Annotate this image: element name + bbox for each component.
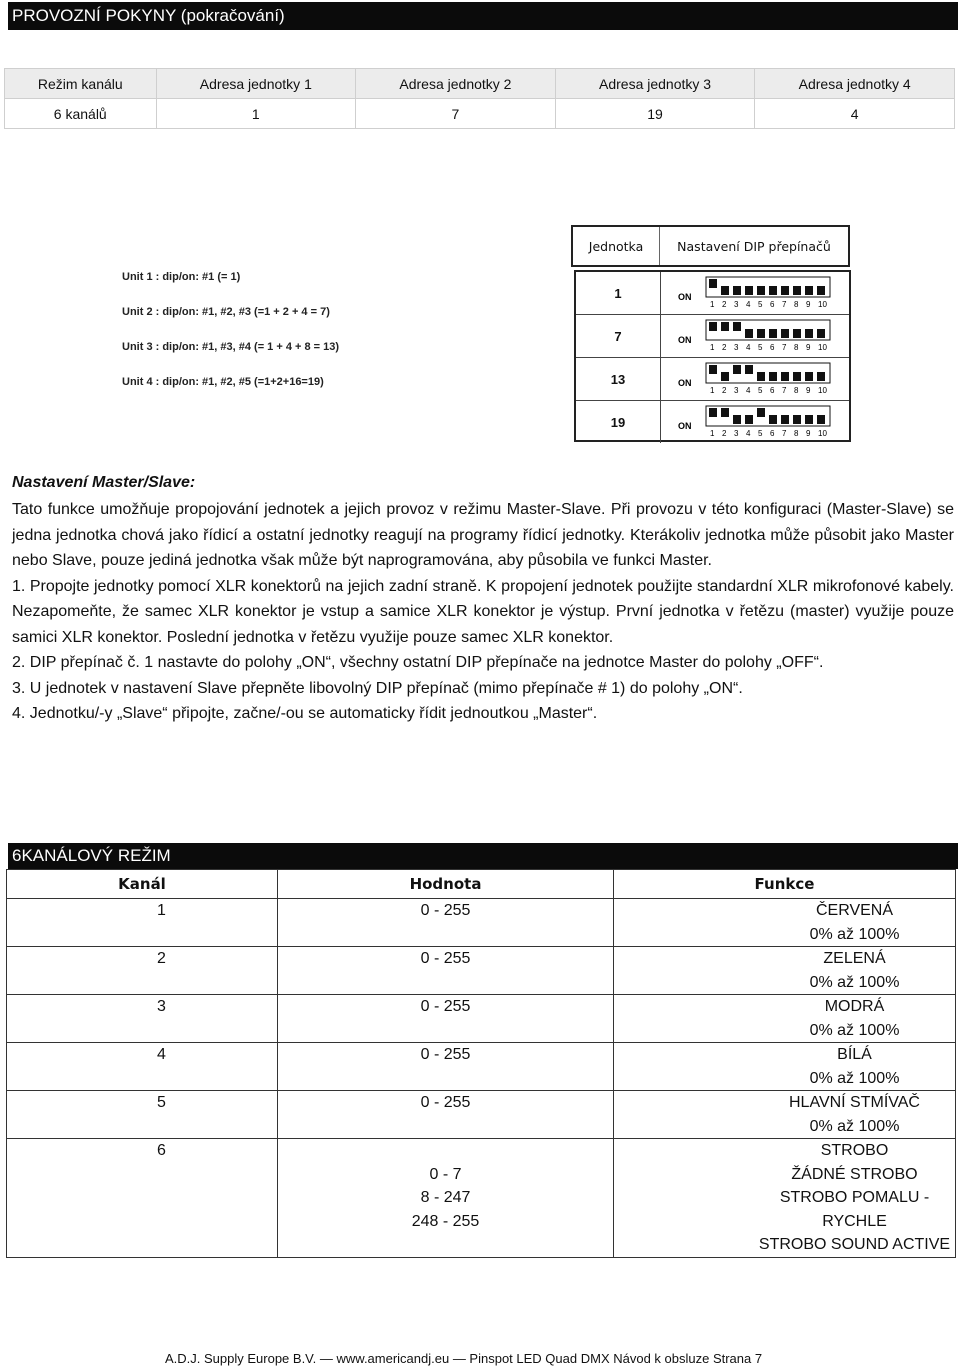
dip-switch-number: 9 [806,300,811,309]
function-line: STROBO SOUND ACTIVE [758,1236,951,1253]
function-line: STROBO POMALU - RYCHLE [779,1189,930,1230]
value-cell [278,1091,614,1139]
dip-switch [781,286,789,295]
dip-switch-number: 8 [794,386,799,395]
dip-switch [781,329,789,338]
dip-table-header [571,225,850,267]
channel-cell: 4 [7,1043,278,1091]
function-line: 0% až 100% [809,925,900,943]
dip-switch-number: 4 [746,429,751,438]
value-line: 0 - 255 [420,1094,471,1111]
dip-switch-number: 7 [782,429,787,438]
value-cell [278,1043,614,1091]
dip-switch-number: 4 [746,386,751,395]
address-value-cell: 6 kanálů [5,99,157,129]
dip-row [576,401,849,443]
dip-on-label: ON [678,335,692,345]
dip-switch-number: 2 [722,429,727,438]
table-row [7,995,956,1043]
dip-switch [793,372,801,381]
dip-switch-table [574,270,851,442]
value-line: 0 - 255 [420,950,471,967]
channel-cell: 1 [7,899,278,947]
dip-switch-number: 1 [710,386,715,395]
address-header-cell: Adresa jednotky 4 [755,69,955,99]
address-value-cell: 7 [356,99,556,129]
function-cell [614,1043,956,1091]
address-header-cell: Adresa jednotky 3 [555,69,755,99]
col-function: Funkce [614,870,956,899]
dip-switch [769,286,777,295]
channel-cell: 3 [7,995,278,1043]
table-row [7,899,956,947]
dip-switch-number: 2 [722,300,727,309]
dip-switch [781,372,789,381]
value-line: 248 - 255 [411,1212,480,1230]
dip-row [576,358,849,401]
master-slave-paragraph: 2. DIP přepínač č. 1 nastavte do polohy „ON“, všechny ostatní DIP přepínače na jednotce Master do polohy „OFF“. [12,654,824,671]
unit-dip-line: Unit 2 : dip/on: #1, #2, #3 (=1 + 2 + 4 = 7) [122,306,330,318]
dip-switch-number: 6 [770,386,775,395]
function-line: 0% až 100% [809,1021,900,1039]
dip-switch-number: 7 [782,300,787,309]
dip-switch [709,279,717,288]
dip-switch-number: 5 [758,386,763,395]
value-cell [278,1139,614,1258]
master-slave-text [12,497,954,727]
dip-switch-number: 3 [734,429,739,438]
dip-switch [793,415,801,424]
dip-switch [793,329,801,338]
dip-switch-number: 10 [818,300,827,309]
dip-switch-number: 5 [758,300,763,309]
col-value: Hodnota [278,870,614,899]
dip-switch [745,415,753,424]
unit-dip-line: Unit 4 : dip/on: #1, #2, #5 (=1+2+16=19) [122,376,324,388]
function-cell [614,995,956,1043]
dip-switch [817,329,825,338]
dip-switch [805,329,813,338]
page-footer: A.D.J. Supply Europe B.V. — www.americandj.eu — Pinspot LED Quad DMX Návod k obsluze Strana 7 [165,1351,763,1366]
channel-cell: 2 [7,947,278,995]
dip-unit-number: 1 [576,272,661,314]
dip-switch [721,286,729,295]
master-slave-paragraph: 1. Propojte jednotky pomocí XLR konektorů na jejich zadní straně. K propojení jednotek použijte standardní XLR mikrofonové kabely. Nezapomeňte, že samec XLR konektor je vstup a samice XLR konektor je výstup. První jednotka v řetězu (master) využije pouze samici XLR konektor. Poslední jednotka v řetězu využije pouze samec XLR konektor. [12,577,954,646]
function-line: ZELENÁ [823,950,886,967]
dip-switch [745,365,753,374]
dip-row [576,272,849,315]
master-slave-paragraph: 4. Jednotku/-y „Slave“ připojte, začne/-ou se automaticky řídit jednoutkou „Master“. [12,705,598,722]
dip-switch-number: 3 [734,386,739,395]
dip-switch-number: 10 [818,429,827,438]
dip-switch-number: 4 [746,300,751,309]
value-line: 0 - 255 [420,998,471,1015]
dip-switch [817,286,825,295]
dip-switch-number: 9 [806,386,811,395]
function-line: HLAVNÍ STMÍVAČ [789,1094,920,1111]
units-dip-list [122,270,339,410]
dip-switch [709,322,717,331]
dip-switch-number: 4 [746,343,751,352]
dip-unit-number: 13 [576,358,661,400]
dip-switch [757,408,765,417]
master-slave-paragraph: Tato funkce umožňuje propojování jednotek a jejich provoz v režimu Master-Slave. Při provozu v této konfiguraci (Master-Slave) se jedna jednotka chová jako řídicí a ostatní jednotky reagují na programy řídicí jednotky. Kterákoliv jednotka může působit jako Master nebo Slave, pouze jediná jednotka však může být naprogramována, aby působila ve funkci Master. [12,501,954,569]
address-table [4,68,955,129]
value-cell [278,899,614,947]
dip-header-setting: Nastavení DIP přepínačů [677,238,831,254]
channel-cell: 5 [7,1091,278,1139]
dip-switch [793,286,801,295]
dip-switch [745,329,753,338]
value-line [278,1139,613,1163]
dip-switch-number: 9 [806,343,811,352]
dip-switch-bank [676,318,836,354]
dip-switch-number: 2 [722,386,727,395]
dip-on-label: ON [678,292,692,302]
dip-switch-number: 8 [794,429,799,438]
function-cell [614,1091,956,1139]
address-header-cell: Adresa jednotky 1 [156,69,356,99]
value-line: 0 - 7 [429,1165,462,1183]
dip-switch-number: 10 [818,386,827,395]
dip-switch [757,372,765,381]
function-line: ŽÁDNÉ STROBO [791,1165,918,1183]
dip-switch [709,365,717,374]
dip-switch [721,408,729,417]
dip-switch-number: 5 [758,429,763,438]
dip-switch-number: 7 [782,343,787,352]
unit-dip-line: Unit 3 : dip/on: #1, #3, #4 (= 1 + 4 + 8 = 13) [122,341,340,353]
dip-switch [817,415,825,424]
col-channel: Kanál [7,870,278,899]
dip-switch-number: 3 [734,343,739,352]
dip-switch [721,372,729,381]
dip-switch [769,415,777,424]
function-line: BÍLÁ [837,1046,872,1063]
section-header: PROVOZNÍ POKYNY (pokračování) [8,2,958,30]
dip-switch [769,329,777,338]
dip-header-unit: Jednotka [573,227,660,265]
dip-switch-number: 6 [770,300,775,309]
function-line: STROBO [820,1142,889,1159]
six-channel-header: 6KANÁLOVÝ REŽIM [8,843,958,869]
unit-dip-line: Unit 1 : dip/on: #1 (= 1) [122,271,241,283]
dip-switch [721,322,729,331]
master-slave-paragraph: 3. U jednotek v nastavení Slave přepněte libovolný DIP přepínač (mimo přepínače # 1) do polohy „ON“. [12,679,743,697]
dip-switch-number: 1 [710,429,715,438]
table-row [7,947,956,995]
address-header-cell: Režim kanálu [5,69,157,99]
dip-switch [769,372,777,381]
address-header-cell: Adresa jednotky 2 [356,69,556,99]
dip-switch [709,408,717,417]
dip-on-label: ON [678,378,692,388]
dip-on-label: ON [678,421,692,431]
dip-unit-number: 19 [576,401,661,443]
dip-unit-number: 7 [576,315,661,357]
dip-switch-number: 1 [710,343,715,352]
value-line: 0 - 255 [420,902,471,919]
dip-switch-number: 2 [722,343,727,352]
dip-switch [817,372,825,381]
function-line: ČERVENÁ [815,902,894,919]
dip-row [576,315,849,358]
dip-switch-number: 10 [818,343,827,352]
channel-function-table [6,869,956,1258]
value-cell [278,947,614,995]
function-line: 0% až 100% [809,973,900,991]
address-value-cell: 1 [156,99,356,129]
table-row [7,1091,956,1139]
dip-switch [805,286,813,295]
dip-switch [745,286,753,295]
function-line: 0% až 100% [809,1069,900,1087]
master-slave-title: Nastavení Master/Slave: [12,474,196,491]
table-row [7,1139,956,1258]
function-cell [614,1139,956,1258]
function-cell [614,947,956,995]
dip-switch-bank [676,404,836,440]
value-cell [278,995,614,1043]
function-cell [614,899,956,947]
dip-switch-number: 5 [758,343,763,352]
dip-switch-bank [676,275,836,311]
function-line: MODRÁ [824,998,885,1015]
dip-switch [805,415,813,424]
dip-switch-bank [676,361,836,397]
dip-switch [733,415,741,424]
dip-switch-number: 9 [806,429,811,438]
dip-switch [733,286,741,295]
value-line: 8 - 247 [420,1189,471,1206]
address-value-cell: 4 [755,99,955,129]
dip-switch [805,372,813,381]
function-line: 0% až 100% [809,1117,900,1135]
dip-switch-number: 3 [734,300,739,309]
dip-switch-number: 6 [770,343,775,352]
dip-switch-number: 7 [782,386,787,395]
dip-switch [757,329,765,338]
dip-switch-number: 1 [710,300,715,309]
channel-cell: 6 [7,1139,278,1258]
value-line: 0 - 255 [420,1046,471,1063]
dip-switch-number: 8 [794,343,799,352]
dip-switch [733,322,741,331]
table-row [7,1043,956,1091]
address-value-cell: 19 [555,99,755,129]
dip-switch-number: 6 [770,429,775,438]
dip-switch-number: 8 [794,300,799,309]
dip-switch [781,415,789,424]
dip-switch [733,365,741,374]
dip-switch [757,286,765,295]
